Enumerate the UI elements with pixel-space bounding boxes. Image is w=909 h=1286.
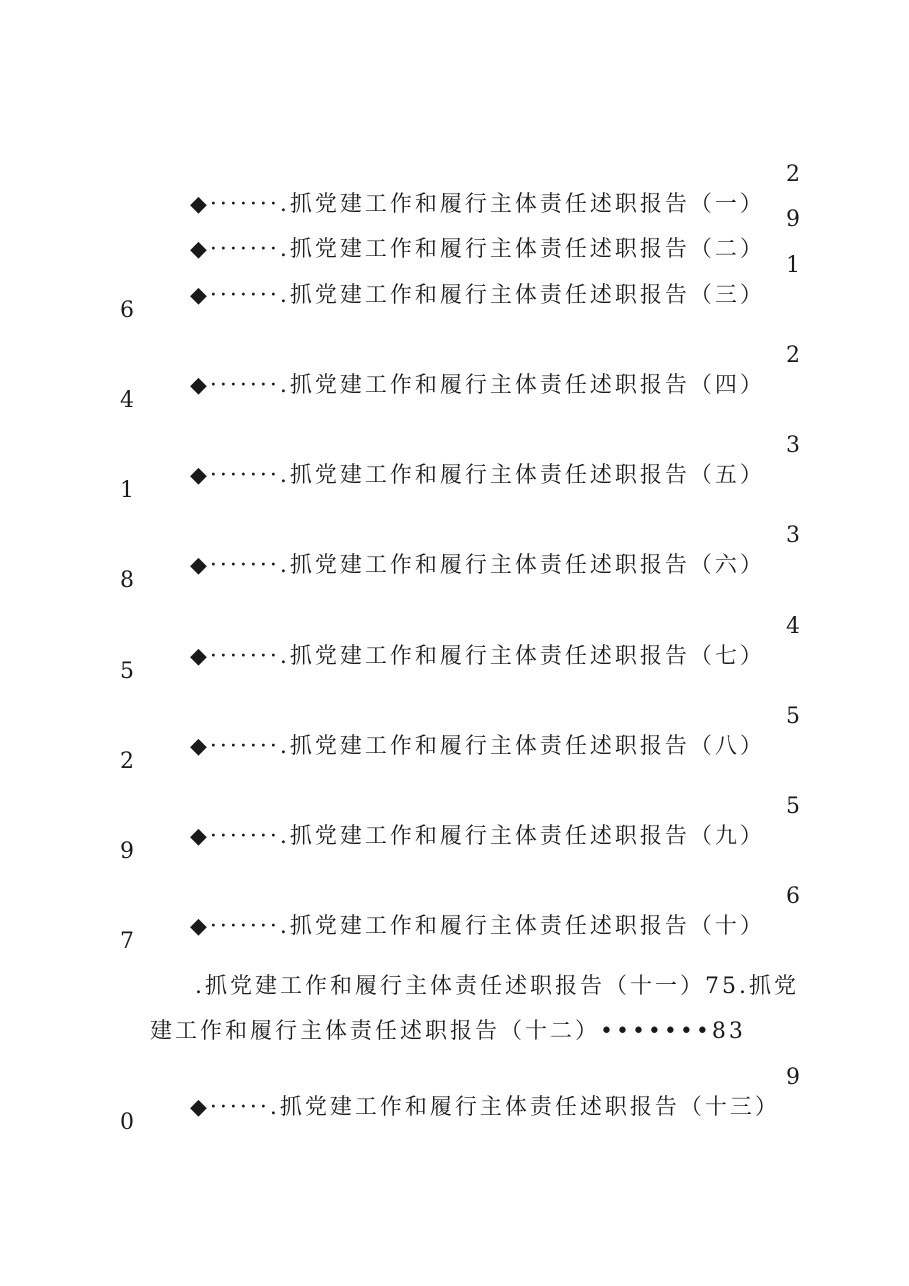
toc-page-number: 5 [786,704,800,729]
toc-page-number: 3 [786,433,800,458]
toc-entry-title: ◆······.抓党建工作和履行主体责任述职报告（十三） [190,1095,780,1120]
toc-page-number: 3 [786,523,800,548]
toc-entry[interactable] [170,702,800,759]
toc-entry-title: ◆·······.抓党建工作和履行主体责任述职报告（九） [190,824,765,849]
toc-entry[interactable] [170,160,800,217]
toc-entry[interactable] [170,882,800,939]
toc-page-number-wrap: 2 [120,749,137,774]
toc-entry-title: ◆·······.抓党建工作和履行主体责任述职报告（十） [190,914,765,939]
toc-entry-title: ◆·······.抓党建工作和履行主体责任述职报告（四） [190,373,765,398]
toc-entry[interactable] [170,612,800,669]
toc-page-number-wrap: 1 [120,478,137,503]
toc-page-number: 4 [786,614,800,639]
toc-entry[interactable] [170,792,800,849]
toc-page-number-wrap: 4 [120,388,137,413]
toc-entry-title: ◆·······.抓党建工作和履行主体责任述职报告（一） [190,192,765,217]
toc-merged-line[interactable]: 建工作和履行主体责任述职报告（十二）•••••••83 [150,1019,746,1044]
toc-page-number: 9 [786,207,800,232]
toc-page-number-wrap: 0 [120,1110,137,1135]
toc-entry[interactable] [170,1063,800,1120]
toc-page-number-wrap: 8 [120,568,137,593]
toc-page-number: 5 [786,794,800,819]
toc-page-number: 6 [786,884,800,909]
toc-page-number: 1 [786,253,800,278]
toc-merged-line[interactable]: .抓党建工作和履行主体责任述职报告（十一）75.抓党 [195,974,799,999]
toc-page-number: 2 [786,343,800,368]
toc-page-number: 2 [786,162,800,187]
toc-entry-title: ◆·······.抓党建工作和履行主体责任述职报告（三） [190,283,765,308]
toc-entry[interactable] [170,205,800,262]
toc-page-number-wrap: 5 [120,659,137,684]
toc-page-number: 9 [786,1065,800,1090]
toc-page-number-wrap: 9 [120,839,137,864]
toc-entry[interactable] [170,521,800,578]
toc-entry[interactable] [170,251,800,308]
toc-entry-title: ◆·······.抓党建工作和履行主体责任述职报告（七） [190,644,765,669]
toc-page-number-wrap: 7 [120,929,137,954]
toc-entry-title: ◆·······.抓党建工作和履行主体责任述职报告（五） [190,463,765,488]
toc-entry-title: ◆·······.抓党建工作和履行主体责任述职报告（八） [190,734,765,759]
toc-entry[interactable] [170,431,800,488]
toc-page-number-wrap: 6 [120,298,137,323]
toc-entry-title: ◆·······.抓党建工作和履行主体责任述职报告（二） [190,237,765,262]
toc-entry[interactable] [170,341,800,398]
toc-entry-title: ◆·······.抓党建工作和履行主体责任述职报告（六） [190,553,765,578]
